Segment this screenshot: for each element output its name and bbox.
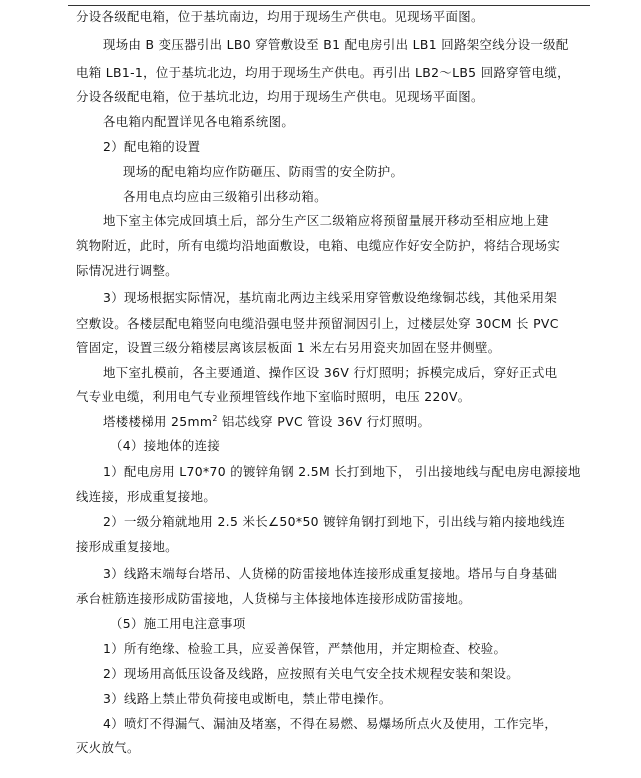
section-heading: （4）接地体的连接 bbox=[110, 438, 221, 453]
text-line: 1）所有绝缘、检验工具，应妥善保管，严禁他用，并定期检查、校验。 bbox=[103, 641, 507, 656]
header-rule bbox=[68, 5, 590, 6]
text-line: 3）线路末端每台塔吊、人货梯的防雷接地体连接形成重复接地。塔吊与自身基础 bbox=[103, 566, 558, 581]
text-line: 接形成重复接地。 bbox=[76, 539, 178, 554]
text-line: 分设各级配电箱，位于基坑南边，均用于现场生产供电。见现场平面图。 bbox=[76, 9, 484, 24]
text-line: 分设各级配电箱，位于基坑北边，均用于现场生产供电。见现场平面图。 bbox=[76, 89, 484, 104]
text-line: 灭火放气。 bbox=[76, 740, 140, 755]
text-line: 线连接，形成重复接地。 bbox=[76, 489, 217, 504]
text-line: 地下室扎模前，各主要通道、操作区设 36V 行灯照明；拆模完成后，穿好正式电 bbox=[103, 365, 558, 380]
text-line: 各用电点均应由三级箱引出移动箱。 bbox=[123, 189, 327, 204]
text-line: 3）线路上禁止带负荷接电或断电，禁止带电操作。 bbox=[103, 691, 392, 706]
text-line: 现场由 B 变压器引出 LB0 穿管敷设至 B1 配电房引出 LB1 回路架空线分设一级配 bbox=[103, 37, 569, 52]
superscript: 2 bbox=[212, 414, 218, 423]
section-heading: （5）施工用电注意事项 bbox=[110, 616, 246, 631]
text-line: 2）现场用高低压设备及线路，应按照有关电气安全技术规程安装和架设。 bbox=[103, 666, 519, 681]
text-line: 电箱 LB1-1，位于基坑北边，均用于现场生产供电。再引出 LB2～LB5 回路穿管电缆， bbox=[76, 65, 570, 80]
text-line: 1）配电房用 L70*70 的镀锌角钢 2.5M 长打到地下， 引出接地线与配电房电源接地 bbox=[103, 464, 581, 479]
text-line: 地下室主体完成回填土后，部分生产区二级箱应将预留量展开移动至相应地上建 bbox=[103, 213, 549, 228]
text-line: 2）一级分箱就地用 2.5 米长∠50*50 镀锌角钢打到地下，引出线与箱内接地线连 bbox=[103, 514, 566, 529]
text-line: 气专业电缆，利用电气专业预埋管线作地下室临时照明，电压 220V。 bbox=[76, 389, 471, 404]
text-line: 承台桩筋连接形成防雷接地，人货梯与主体接地体连接形成防雷接地。 bbox=[76, 591, 471, 606]
text-line: 际情况进行调整。 bbox=[76, 263, 178, 278]
text-line bbox=[103, 414, 430, 430]
text-line: 管固定，设置三级分箱楼层离该层板面 1 米左右另用瓷夹加固在竖井侧壁。 bbox=[76, 340, 501, 355]
text-line: 空敷设。各楼层配电箱竖向电缆沿强电竖井预留洞因引上，过楼层处穿 30CM 长 PVC bbox=[76, 316, 559, 331]
text-line: 各电箱内配置详见各电箱系统图。 bbox=[103, 114, 295, 129]
text-line: 3）现场根据实际情况，基坑南北两边主线采用穿管敷设绝缘铜芯线，其他采用架 bbox=[103, 290, 558, 305]
text-segment: 铝芯线穿 PVC 管设 36V 行灯照明。 bbox=[217, 414, 431, 429]
text-line: 筑物附近，此时，所有电缆均沿地面敷设，电箱、电缆应作好安全防护，将结合现场实 bbox=[76, 238, 561, 253]
text-line: 现场的配电箱均应作防砸压、防雨雪的安全防护。 bbox=[123, 164, 404, 179]
text-line: 4）喷灯不得漏气、漏油及堵塞，不得在易燃、易爆场所点火及使用，工作完毕， bbox=[103, 716, 558, 731]
text-segment: 塔楼楼梯用 25mm bbox=[103, 414, 213, 429]
section-heading: 2）配电箱的设置 bbox=[103, 139, 201, 154]
